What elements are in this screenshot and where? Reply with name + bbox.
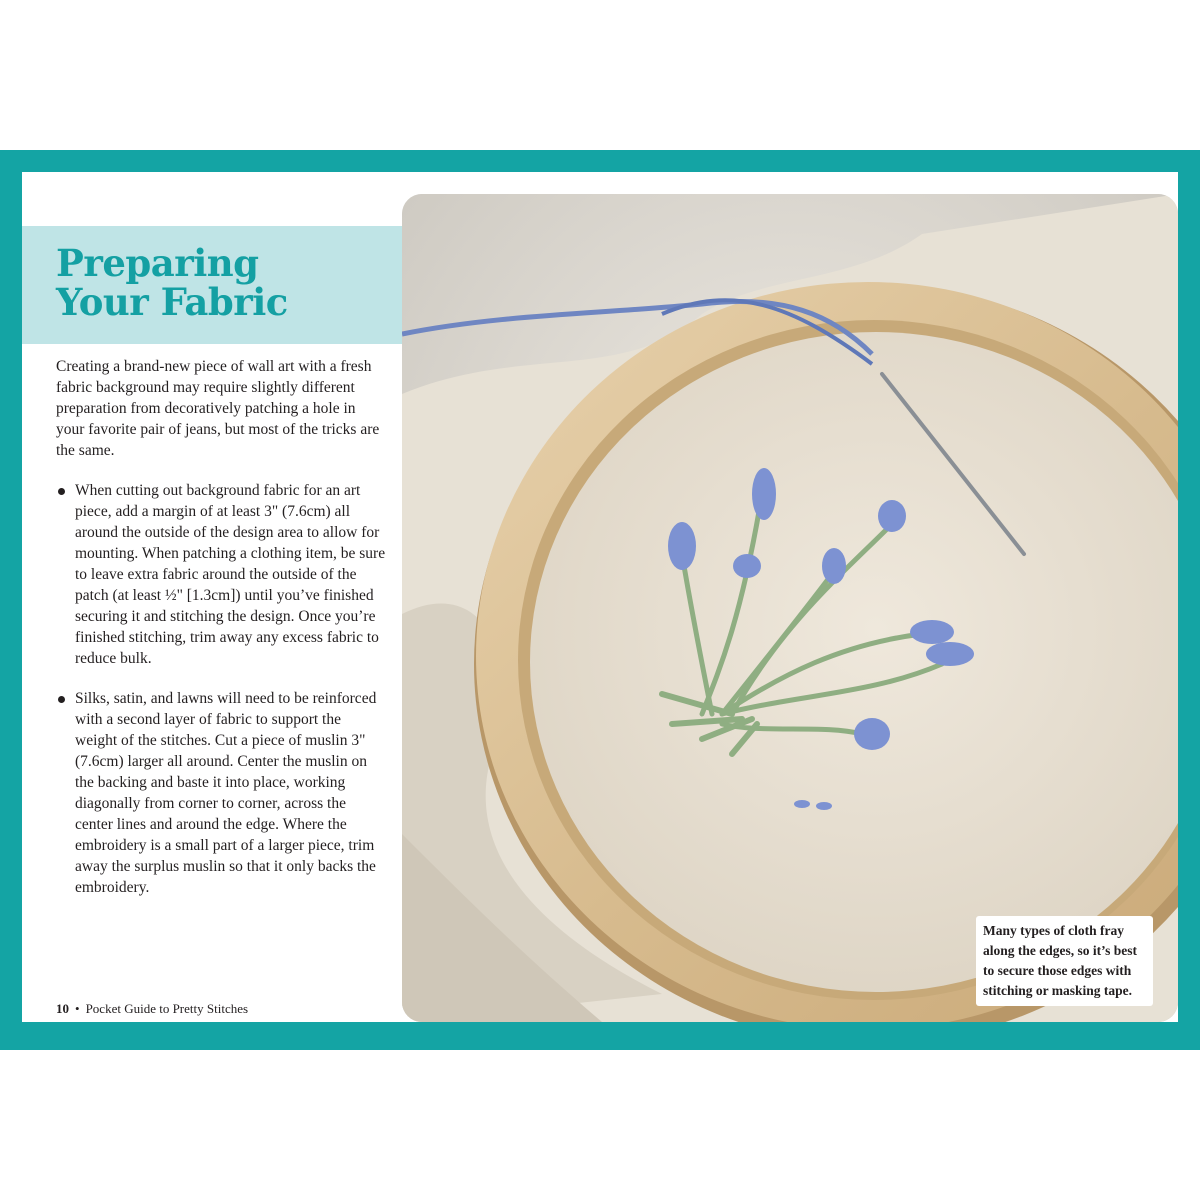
page-spread	[0, 150, 1200, 1050]
footer-separator: •	[75, 1001, 80, 1016]
intro-paragraph: Creating a brand-new piece of wall art with a fresh fabric background may require slightly different preparation from decoratively patching a hole in your favorite pair of jeans, but most of the tricks are the same.	[56, 358, 380, 459]
tips-list	[56, 480, 386, 917]
page-footer	[56, 1001, 248, 1017]
page-number: 10	[56, 1001, 69, 1016]
book-page	[22, 172, 1178, 1022]
book-title: Pocket Guide to Pretty Stitches	[85, 1001, 249, 1016]
page-title-line-2: Your Fabric	[56, 280, 288, 324]
bullet-icon	[58, 696, 65, 703]
photo-illustration	[402, 194, 1178, 1022]
embroidery-hoop-photo	[402, 194, 1178, 1022]
page-title	[56, 241, 288, 324]
list-item-text: When cutting out background fabric for an art piece, add a margin of at least 3" (7.6cm) all around the outside of the design area to allow for mounting. When patching a clothing item, be sure to leave extra fabric around the outside of the patch (at least ½" [1.3cm]) until you’ve finished securing it and stitching the design. Once you’re finished stitching, trim away any excess fabric to reduce bulk.	[75, 482, 386, 667]
bullet-icon	[58, 488, 65, 495]
list-item	[56, 480, 386, 669]
list-item	[56, 688, 386, 898]
photo-caption: Many types of cloth fray along the edges, so it’s best to secure those edges with stitching or masking tape.	[976, 916, 1153, 1006]
list-item-text: Silks, satin, and lawns will need to be reinforced with a second layer of fabric to support the weight of the stitches. Cut a piece of muslin 3" (7.6cm) larger all around. Center the muslin on the backing and baste it into place, working diagonally from corner to corner, across the center lines and around the edge. Where the embroidery is a small part of a larger piece, trim away the surplus muslin so that it only backs the embroidery.	[75, 690, 377, 896]
page-title-line-1: Preparing	[56, 241, 259, 285]
